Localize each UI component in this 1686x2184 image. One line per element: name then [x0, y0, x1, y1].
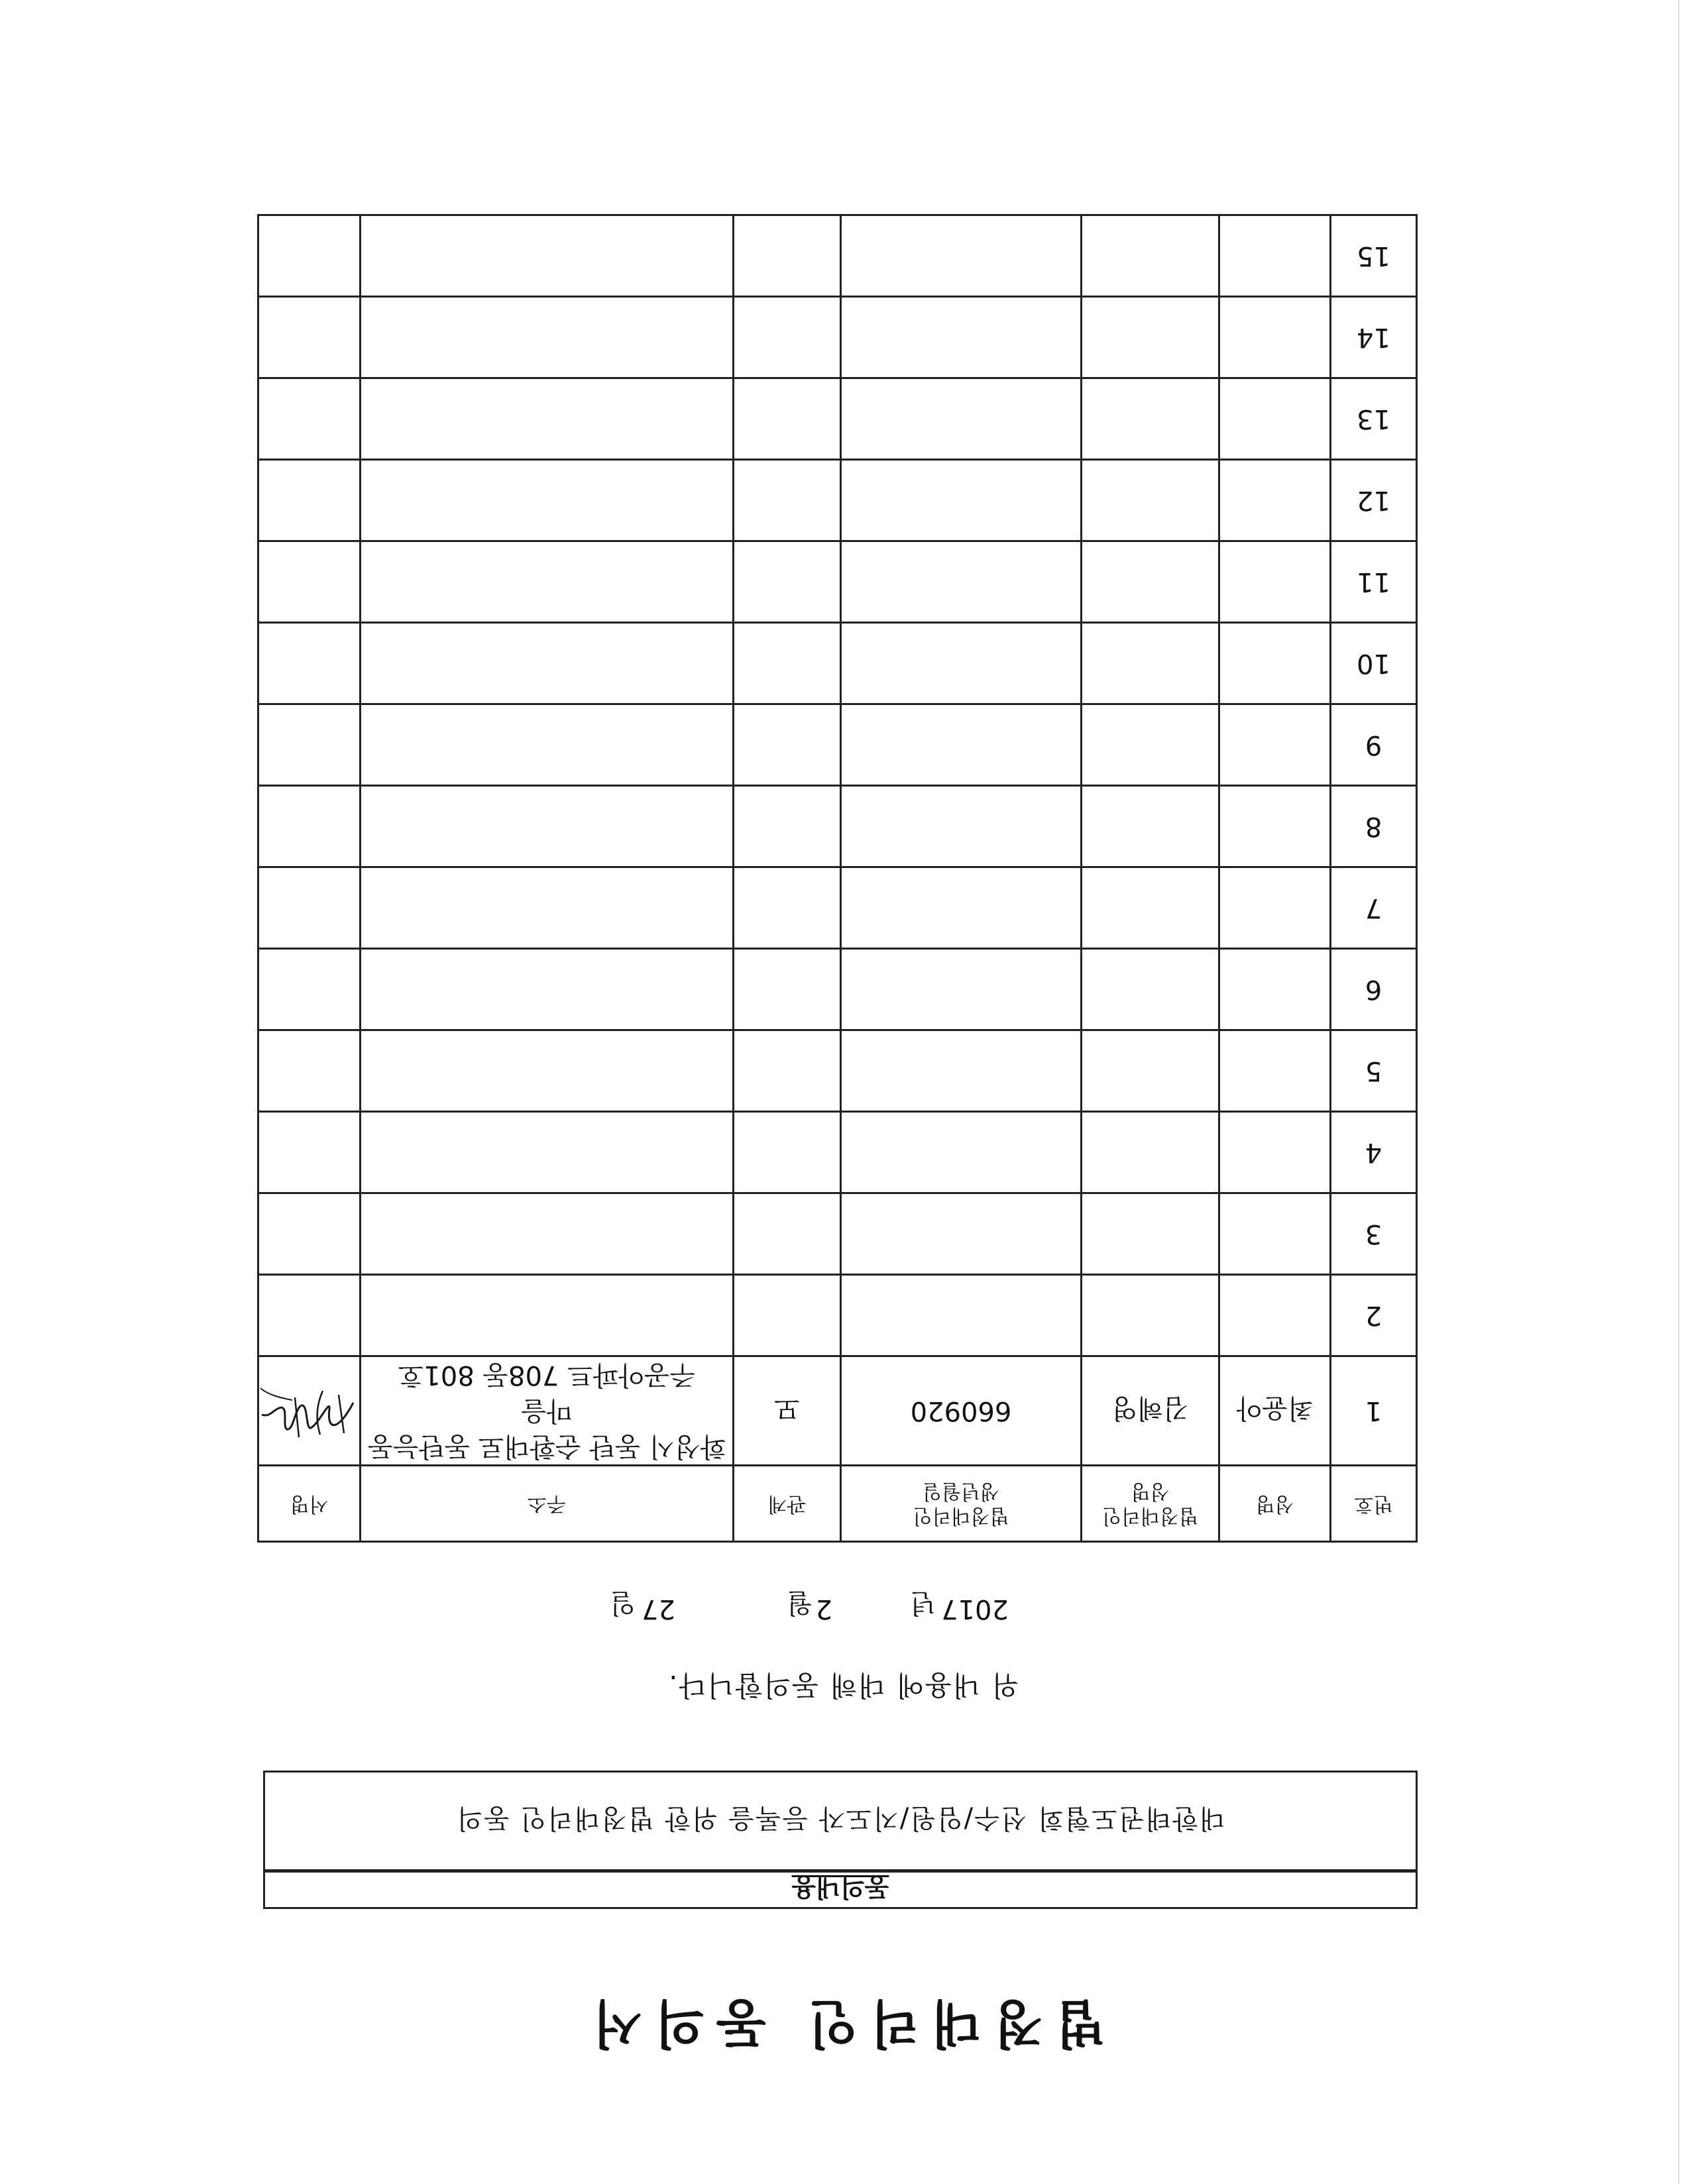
cell-empty	[841, 460, 1082, 541]
cell-empty	[841, 1030, 1082, 1112]
cell-empty	[258, 215, 361, 297]
cell-empty	[734, 704, 841, 786]
cell-no: 2	[1331, 1275, 1417, 1356]
cell-empty	[1219, 460, 1331, 541]
header-guardian-birth-line1: 법정대리인	[913, 1504, 1009, 1528]
cell-empty	[258, 949, 361, 1030]
cell-empty	[1219, 1030, 1331, 1112]
table-row	[258, 378, 1417, 460]
cell-no: 15	[1331, 215, 1417, 297]
cell-empty	[1082, 949, 1219, 1030]
cell-address-line2: 주공아파트 708동 801호	[398, 1360, 696, 1390]
cell-empty	[1219, 541, 1331, 623]
cell-empty	[841, 541, 1082, 623]
table-row	[258, 623, 1417, 704]
cell-no: 1	[1331, 1356, 1417, 1466]
cell-empty	[361, 215, 734, 297]
cell-no: 3	[1331, 1193, 1417, 1275]
cell-empty	[1219, 378, 1331, 460]
header-guardian-name	[1082, 1466, 1219, 1542]
cell-empty	[841, 1193, 1082, 1275]
header-address: 주소	[361, 1466, 734, 1542]
header-guardian-birth	[841, 1466, 1082, 1542]
cell-empty	[841, 704, 1082, 786]
header-relation: 관계	[734, 1466, 841, 1542]
cell-empty	[841, 1112, 1082, 1193]
cell-empty	[841, 297, 1082, 378]
cell-no: 9	[1331, 704, 1417, 786]
cell-empty	[258, 297, 361, 378]
header-guardian-name-line2: 성명	[1131, 1480, 1170, 1503]
cell-empty	[361, 867, 734, 949]
cell-guardian-name: 김혜영	[1082, 1356, 1219, 1466]
cell-empty	[258, 704, 361, 786]
cell-no: 6	[1331, 949, 1417, 1030]
consent-box-body: 대한태권도협회 선수/임원/지도자 등록을 위한 법정대리인 동의	[263, 1771, 1418, 1871]
cell-empty	[361, 297, 734, 378]
handwritten-signature	[260, 1384, 359, 1444]
cell-empty	[361, 1193, 734, 1275]
cell-empty	[734, 215, 841, 297]
cell-empty	[258, 1030, 361, 1112]
cell-empty	[841, 215, 1082, 297]
table-row	[258, 867, 1417, 949]
cell-empty	[361, 1030, 734, 1112]
cell-empty	[734, 949, 841, 1030]
cell-empty	[841, 623, 1082, 704]
cell-guardian-birth: 660920	[841, 1356, 1082, 1466]
table-row	[258, 297, 1417, 378]
cell-empty	[734, 867, 841, 949]
cell-empty	[1082, 297, 1219, 378]
table-row	[258, 1356, 1417, 1466]
cell-empty	[841, 867, 1082, 949]
cell-empty	[1082, 786, 1219, 867]
guardian-table	[257, 214, 1418, 1543]
cell-empty	[361, 378, 734, 460]
cell-empty	[841, 949, 1082, 1030]
cell-empty	[841, 378, 1082, 460]
cell-signature	[258, 1356, 361, 1466]
cell-empty	[258, 1275, 361, 1356]
cell-empty	[1082, 541, 1219, 623]
cell-empty	[258, 460, 361, 541]
document-title: 법정대리인 동의서	[581, 1993, 1105, 2053]
cell-empty	[258, 786, 361, 867]
cell-empty	[1219, 786, 1331, 867]
cell-empty	[734, 1275, 841, 1356]
cell-empty	[734, 786, 841, 867]
cell-empty	[258, 541, 361, 623]
cell-name: 최윤아	[1219, 1356, 1331, 1466]
cell-no: 14	[1331, 297, 1417, 378]
cell-empty	[1219, 215, 1331, 297]
table-row	[258, 1112, 1417, 1193]
cell-empty	[258, 867, 361, 949]
cell-empty	[1082, 867, 1219, 949]
header-guardian-name-line1: 법정대리인	[1102, 1504, 1198, 1528]
cell-no: 5	[1331, 1030, 1417, 1112]
cell-no: 12	[1331, 460, 1417, 541]
cell-empty	[361, 704, 734, 786]
cell-empty	[841, 1275, 1082, 1356]
cell-empty	[361, 541, 734, 623]
cell-empty	[1082, 1030, 1219, 1112]
cell-empty	[361, 1275, 734, 1356]
table-row	[258, 460, 1417, 541]
cell-no: 7	[1331, 867, 1417, 949]
cell-no: 8	[1331, 786, 1417, 867]
cell-empty	[1219, 1193, 1331, 1275]
table-header-row	[258, 1466, 1417, 1542]
table-row	[258, 1275, 1417, 1356]
cell-empty	[1219, 867, 1331, 949]
cell-address-line1: 화성시 동탄 순환대로 동탄능동마을	[367, 1395, 726, 1462]
cell-empty	[1082, 704, 1219, 786]
cell-relation: 모	[734, 1356, 841, 1466]
cell-address	[361, 1356, 734, 1466]
cell-empty	[1219, 623, 1331, 704]
date-year: 2017	[941, 1594, 1009, 1624]
cell-empty	[1219, 1275, 1331, 1356]
cell-empty	[734, 1112, 841, 1193]
cell-empty	[841, 786, 1082, 867]
cell-empty	[258, 1112, 361, 1193]
cell-empty	[361, 1112, 734, 1193]
cell-empty	[258, 623, 361, 704]
cell-empty	[258, 378, 361, 460]
date-year-unit: 년	[910, 1588, 936, 1618]
table-row	[258, 1193, 1417, 1275]
date-month: 2	[815, 1594, 832, 1624]
cell-empty	[361, 623, 734, 704]
cell-empty	[734, 378, 841, 460]
cell-no: 13	[1331, 378, 1417, 460]
cell-empty	[1082, 1112, 1219, 1193]
cell-empty	[361, 786, 734, 867]
date-row	[0, 1588, 1686, 1624]
cell-empty	[1082, 378, 1219, 460]
cell-empty	[1219, 1112, 1331, 1193]
table-row	[258, 541, 1417, 623]
consent-box-header: 동의내용	[263, 1871, 1418, 1909]
cell-empty	[1082, 1193, 1219, 1275]
cell-empty	[258, 1193, 361, 1275]
cell-empty	[1219, 704, 1331, 786]
cell-empty	[1082, 460, 1219, 541]
cell-empty	[734, 623, 841, 704]
cell-empty	[1219, 949, 1331, 1030]
cell-no: 11	[1331, 541, 1417, 623]
scan-edge-line	[1678, 0, 1679, 2184]
header-name: 성명	[1219, 1466, 1331, 1542]
date-month-unit: 월	[787, 1588, 813, 1618]
cell-no: 4	[1331, 1112, 1417, 1193]
header-signature: 서명	[258, 1466, 361, 1542]
cell-empty	[734, 460, 841, 541]
cell-empty	[1082, 215, 1219, 297]
table-row	[258, 704, 1417, 786]
header-no: 번호	[1331, 1466, 1417, 1542]
agree-statement: 위 내용에 대해 동의합니다.	[667, 1669, 1019, 1702]
cell-no: 10	[1331, 623, 1417, 704]
cell-empty	[361, 460, 734, 541]
cell-empty	[1082, 623, 1219, 704]
date-day-unit: 일	[610, 1588, 636, 1618]
table-row	[258, 949, 1417, 1030]
cell-empty	[361, 949, 734, 1030]
cell-empty	[1219, 297, 1331, 378]
cell-empty	[734, 541, 841, 623]
date-day: 27	[642, 1594, 675, 1624]
cell-empty	[1082, 1275, 1219, 1356]
cell-empty	[734, 297, 841, 378]
table-row	[258, 215, 1417, 297]
table-row	[258, 1030, 1417, 1112]
table-row	[258, 786, 1417, 867]
cell-empty	[734, 1030, 841, 1112]
cell-empty	[734, 1193, 841, 1275]
header-guardian-birth-line2: 생년월일	[923, 1480, 999, 1503]
